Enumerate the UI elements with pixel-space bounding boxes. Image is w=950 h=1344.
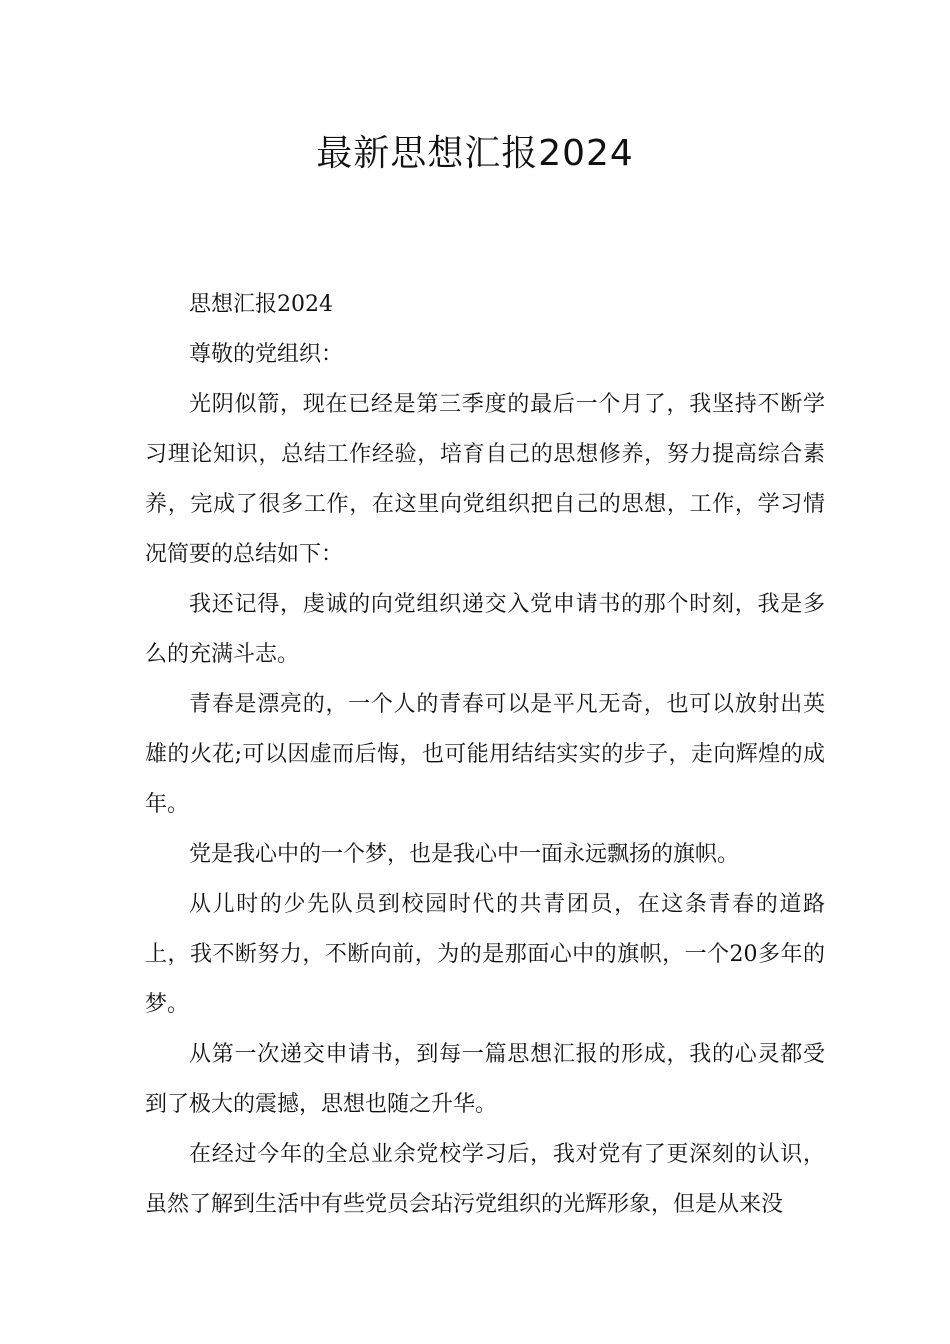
paragraph-subject: 思想汇报2024 [189, 292, 333, 317]
paragraph: 从第一次递交申请书，到每一篇思想汇报的形成，我的心灵都受到了极大的震撼，思想也随之升华。 [145, 1042, 825, 1117]
document-title: 最新思想汇报2024 [316, 133, 634, 174]
paragraph: 在经过今年的全总业余党校学习后，我对党有了更深刻的认识，虽然了解到生活中有些党员会玷污党组织的光辉形象，但是从来没 [145, 1142, 825, 1217]
paragraph: 青春是漂亮的，一个人的青春可以是平凡无奇，也可以放射出英雄的火花;可以因虚而后悔，也可能用结结实实的步子，走向辉煌的成年。 [145, 692, 825, 817]
paragraph: 我还记得，虔诚的向党组织递交入党申请书的那个时刻，我是多么的充满斗志。 [145, 592, 825, 667]
document-body [145, 280, 825, 1230]
paragraph: 光阴似箭，现在已经是第三季度的最后一个月了，我坚持不断学习理论知识，总结工作经验，培育自己的思想修养，努力提高综合素养，完成了很多工作，在这里向党组织把自己的思想，工作，学习情况简要的总结如下： [145, 392, 825, 567]
paragraph: 从儿时的少先队员到校园时代的共青团员，在这条青春的道路上，我不断努力，不断向前，为的是那面心中的旗帜，一个20多年的梦。 [145, 892, 825, 1017]
paragraph: 党是我心中的一个梦，也是我心中一面永远飘扬的旗帜。 [189, 842, 740, 867]
paragraph-salutation: 尊敬的党组织： [189, 342, 344, 367]
